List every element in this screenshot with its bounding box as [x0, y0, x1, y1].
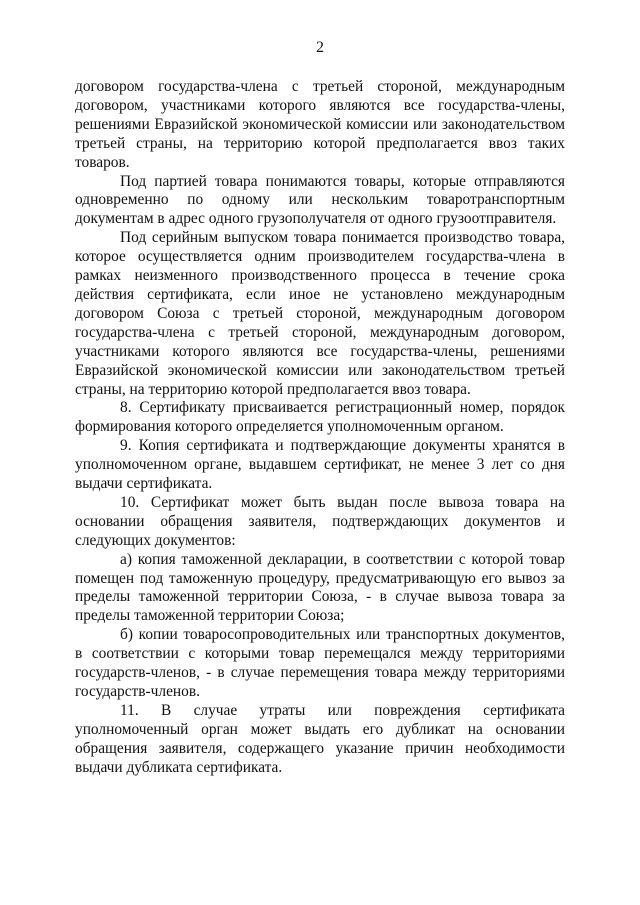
paragraph-clause-9: 9. Копия сертификата и подтверждающие документы хранятся в уполномоченном органе, выдавшем сертификат, не менее 3 лет со дня выдачи сертификата. [75, 437, 565, 493]
paragraph-continuation: договором государства-члена с третьей стороной, международным договором, участниками которого являются все государства-члены, решениями Евразийской экономической комиссии или законодательством третьей страны, на территорию которой предполагается ввоз таких товаров. [75, 78, 565, 171]
paragraph-batch-definition: Под партией товара понимаются товары, которые отправляются одновременно по одному или нескольким товаротранспортным документам в адрес одного грузополучателя от одного грузоотправителя. [75, 172, 565, 228]
paragraph-clause-10: 10. Сертификат может быть выдан после вывоза товара на основании обращения заявителя, подтверждающих документов и следующих документов: [75, 493, 565, 549]
paragraph-clause-8: 8. Сертификату присваивается регистрационный номер, порядок формирования которого определяется уполномоченным органом. [75, 399, 565, 436]
paragraph-clause-11: 11. В случае утраты или повреждения сертификата уполномоченный орган может выдать его дубликат на основании обращения заявителя, содержащего указание причин необходимости выдачи дубликата сертификата. [75, 701, 565, 776]
page-number: 2 [316, 39, 324, 56]
paragraph-serial-production-definition: Под серийным выпуском товара понимается производство товара, которое осуществляется одним производителем государства-члена в рамках неизменного производственного процесса в течение срока действия сертификата, если иное не установлено международным договором Союза с третьей стороной, международным договором государства-члена с третьей стороной, международным договором, участниками которого являются все государства-члены, решениями Евразийской экономической комиссии или законодательством третьей страны, на территорию которой предполагается ввоз товара. [75, 229, 565, 398]
list-item-a: а) копия таможенной декларации, в соответствии с которой товар помещен под таможенную процедуру, предусматривающую его вывоз за пределы таможенной территории Союза, - в случае вывоза товара за пределы таможенной территории Союза; [75, 550, 565, 625]
list-item-b: б) копии товаросопроводительных или транспортных документов, в соответствии с которыми товар перемещался между территориями государств-членов, - в случае перемещения товара между территориями государств-членов. [75, 626, 565, 700]
body-text [75, 78, 565, 778]
